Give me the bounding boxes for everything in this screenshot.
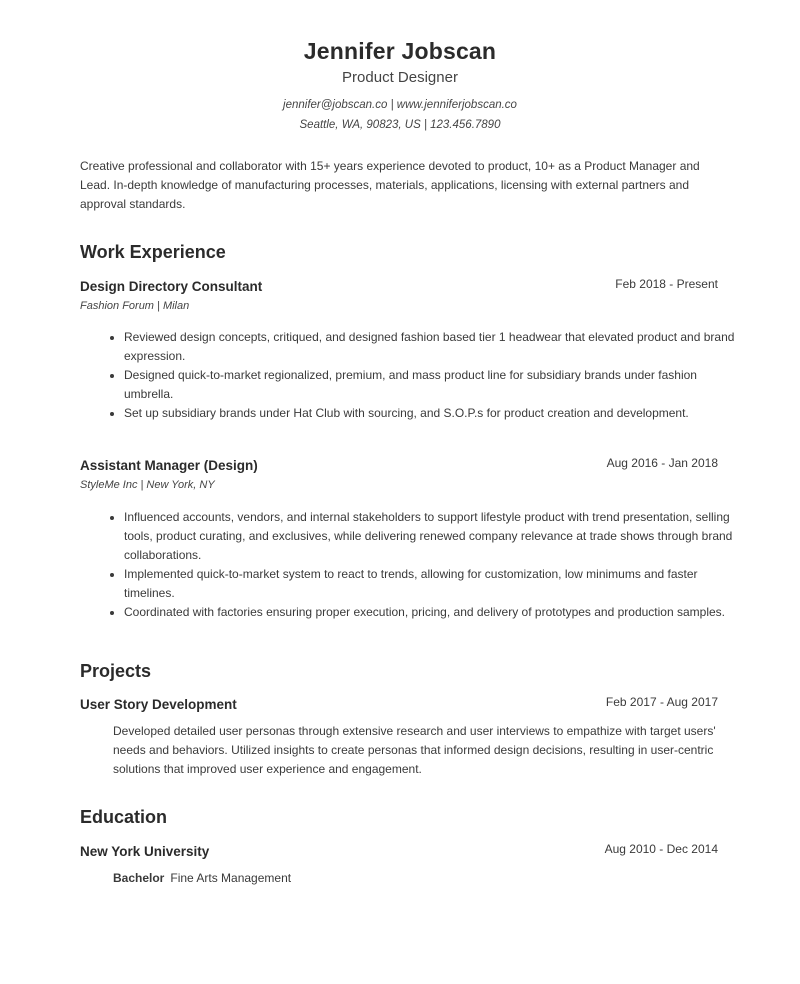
professional-summary: Creative professional and collaborator with 15+ years experience devoted to product, 10+ as a Product Manager and Lead. In-depth knowledge of manufacturing processes, materials, applications, licensing with external partners and approval standards. (80, 159, 700, 211)
job-bullet: • Designed quick-to-market regionalized, premium, and mass product line for subsidiary brands under fashion umbrella. (124, 366, 740, 404)
education-dates: Aug 2010 - Dec 2014 (604, 842, 718, 856)
project-title: User Story Development (80, 697, 237, 712)
contact-email-website: jennifer@jobscan.co | www.jenniferjobscan.co (283, 99, 517, 111)
education-heading: Education (80, 807, 168, 827)
degree-type: Bachelor (113, 871, 165, 885)
job-title: Assistant Manager (Design) (80, 458, 258, 473)
job-dates: Aug 2016 - Jan 2018 (606, 456, 718, 470)
job-bullet: • Influenced accounts, vendors, and internal stakeholders to support lifestyle product with trend presentation, selling tools, product curating, and exclusives, while delivering renewed company relevance at trade shows through brand collaborations. (124, 508, 740, 565)
project-description: Developed detailed user personas through extensive research and user interviews to empathize with target users' needs and behaviors. Utilized insights to create personas that informed design decisions, resulting in user-centric solutions that improved user experience and engagement. (113, 724, 716, 776)
job-bullet: • Set up subsidiary brands under Hat Club with sourcing, and S.O.P.s for product creation and development. (124, 404, 740, 423)
job-company: Fashion Forum | Milan (80, 300, 190, 312)
degree-field: Fine Arts Management (170, 871, 292, 885)
job-bullet: • Coordinated with factories ensuring proper execution, pricing, and delivery of prototypes and production samples. (124, 603, 740, 622)
resume-header (0, 36, 800, 135)
contact-location-phone: Seattle, WA, 90823, US | 123.456.7890 (299, 119, 501, 131)
project-dates: Feb 2017 - Aug 2017 (605, 695, 718, 709)
job-dates: Feb 2018 - Present (615, 277, 718, 291)
candidate-title: Product Designer (342, 69, 458, 86)
school-name: New York University (80, 844, 210, 859)
projects-heading: Projects (80, 661, 152, 681)
degree (113, 869, 291, 887)
work-experience-heading: Work Experience (80, 242, 226, 262)
job-bullet-list (104, 508, 740, 622)
job-company: StyleMe Inc | New York, NY (80, 479, 215, 491)
job-title: Design Directory Consultant (80, 279, 263, 294)
candidate-name: Jennifer Jobscan (303, 38, 497, 64)
job-bullet: • Reviewed design concepts, critiqued, and designed fashion based tier 1 headwear that elevated product and brand expression. (124, 328, 740, 366)
job-bullet: • Implemented quick-to-market system to react to trends, allowing for customization, low minimums and faster timelines. (124, 565, 740, 603)
job-bullet-list (104, 328, 740, 423)
